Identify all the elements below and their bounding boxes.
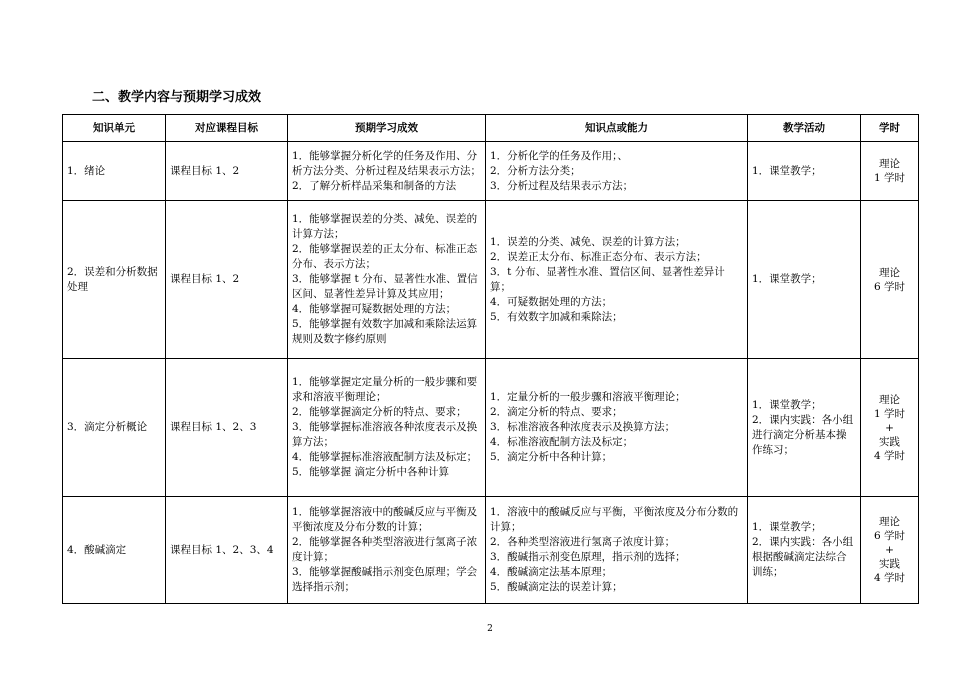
activities-cell bbox=[748, 201, 861, 359]
goal-cell: 课程目标 1、2 bbox=[166, 201, 288, 359]
point-item: 2．滴定分析的特点、要求； bbox=[490, 406, 623, 418]
point-item: 5．酸碱滴定法的误差计算； bbox=[490, 581, 623, 593]
point-item: 3．酸碱指示剂变色原理，指示剂的选择； bbox=[490, 551, 686, 563]
hours-cell bbox=[861, 142, 919, 201]
outcome-item: 3．能够掌握 t 分布、显著性水准、置信区间、显著性差异计算及其应用； bbox=[292, 273, 478, 300]
activity-item: 1．课堂教学； bbox=[752, 273, 822, 285]
points-cell bbox=[486, 497, 748, 604]
column-header: 对应课程目标 bbox=[166, 115, 288, 142]
point-item: 3．标准溶液各种浓度表示及换算方法； bbox=[490, 421, 676, 433]
unit-cell: 4．酸碱滴定 bbox=[63, 497, 166, 604]
section-heading: 二、教学内容与预期学习成效 bbox=[92, 90, 262, 105]
hours-item: 理论 bbox=[879, 158, 900, 170]
points-cell bbox=[486, 359, 748, 497]
table-row bbox=[63, 142, 919, 201]
unit-cell: 3．滴定分析概论 bbox=[63, 359, 166, 497]
teaching-content-table bbox=[62, 114, 919, 604]
point-item: 2．误差正太分布、标准正态分布、表示方法； bbox=[490, 250, 707, 263]
activity-item: 1．课堂教学； bbox=[752, 521, 822, 533]
outcome-item: 2．能够掌握滴定分析的特点、要求； bbox=[292, 406, 467, 418]
outcomes-cell bbox=[288, 497, 486, 604]
outcome-item: 2．了解分析样品采集和制备的方法 bbox=[292, 179, 457, 192]
point-item: 1．定量分析的一般步骤和溶液平衡理论； bbox=[490, 391, 686, 403]
point-item: 3．t 分布、显著性水准、置信区间、显著性差异计算； bbox=[490, 265, 725, 293]
activity-item: 1．课堂教学； bbox=[752, 398, 822, 411]
goal-cell: 课程目标 1、2、3、4 bbox=[166, 497, 288, 604]
hours-item: 实践 bbox=[879, 558, 900, 570]
hours-item: 实践 bbox=[879, 435, 900, 448]
goal-cell: 课程目标 1、2 bbox=[166, 142, 288, 201]
activity-item: 1．课堂教学； bbox=[752, 164, 822, 177]
hours-item: 理论 bbox=[879, 393, 900, 406]
point-item: 1．分析化学的任务及作用；、 bbox=[490, 149, 628, 162]
column-header: 教学活动 bbox=[748, 115, 861, 142]
hours-cell bbox=[861, 497, 919, 604]
hours-item: 理论 bbox=[879, 266, 900, 279]
activities-cell bbox=[748, 359, 861, 497]
column-header: 知识点或能力 bbox=[486, 115, 748, 142]
outcome-item: 3．能够掌握酸碱指示剂变色原理；学会选择指示剂； bbox=[292, 566, 478, 593]
points-cell bbox=[486, 142, 748, 201]
table-row bbox=[63, 201, 919, 359]
activity-item: 2．课内实践：各小组进行滴定分析基本操作练习； bbox=[752, 413, 854, 456]
column-header: 知识单元 bbox=[63, 115, 166, 142]
point-item: 1．溶液中的酸碱反应与平衡，平衡浓度及分布分数的计算； bbox=[490, 506, 739, 533]
outcomes-cell bbox=[288, 142, 486, 201]
activities-cell bbox=[748, 142, 861, 201]
point-item: 5．滴定分析中各种计算； bbox=[490, 451, 613, 463]
point-item: 5．有效数字加减和乘除法； bbox=[490, 310, 623, 323]
point-item: 2．分析方法分类； bbox=[490, 164, 581, 177]
outcome-item: 4．能够掌握标准溶液配制方法及标定； bbox=[292, 451, 478, 463]
outcome-item: 5．能够掌握有效数字加减和乘除法运算规则及数字修约原则 bbox=[292, 318, 478, 345]
point-item: 1．误差的分类、减免、误差的计算方法； bbox=[490, 235, 686, 248]
unit-cell: 2．误差和分析数据处理 bbox=[63, 201, 166, 359]
hours-cell bbox=[861, 359, 919, 497]
outcome-item: 5．能够掌握 滴定分析中各种计算 bbox=[292, 466, 450, 478]
outcome-item: 1．能够掌握定定量分析的一般步骤和要求和溶液平衡理论； bbox=[292, 376, 478, 403]
hours-item: 理论 bbox=[879, 516, 900, 528]
outcome-item: 4．能够掌握可疑数据处理的方法； bbox=[292, 303, 457, 315]
page-number: 2 bbox=[487, 624, 493, 634]
point-item: 3．分析过程及结果表示方法； bbox=[490, 179, 634, 192]
table-row bbox=[63, 359, 919, 497]
point-item: 4．可疑数据处理的方法； bbox=[490, 295, 613, 308]
outcome-item: 1．能够掌握分析化学的任务及作用、分析方法分类、分析过程及结果表示方法； bbox=[292, 149, 481, 177]
table-row bbox=[63, 497, 919, 604]
outcome-item: 3．能够掌握标准溶液各种浓度表示及换算方法； bbox=[292, 421, 478, 448]
point-item: 4．标准溶液配制方法及标定； bbox=[490, 436, 634, 448]
unit-cell: 1．绪论 bbox=[63, 142, 166, 201]
points-cell bbox=[486, 201, 748, 359]
column-header: 学时 bbox=[861, 115, 919, 142]
hours-item: + bbox=[885, 544, 894, 556]
hours-item: 4 学时 bbox=[873, 449, 906, 462]
outcomes-cell bbox=[288, 201, 486, 359]
hours-item: 1 学时 bbox=[873, 172, 906, 184]
hours-item: + bbox=[885, 421, 894, 434]
activities-cell bbox=[748, 497, 861, 604]
hours-item: 6 学时 bbox=[873, 280, 906, 293]
hours-item: 4 学时 bbox=[873, 572, 906, 584]
hours-cell bbox=[861, 201, 919, 359]
table-header-row bbox=[63, 115, 919, 142]
activity-item: 2．课内实践：各小组根据酸碱滴定法综合训练； bbox=[752, 536, 854, 578]
outcome-item: 1．能够掌握溶液中的酸碱反应与平衡及平衡浓度及分布分数的计算； bbox=[292, 506, 478, 533]
outcomes-cell bbox=[288, 359, 486, 497]
point-item: 2．各种类型溶液进行氢离子浓度计算； bbox=[490, 536, 676, 548]
outcome-item: 1．能够掌握误差的分类、减免、误差的计算方法； bbox=[292, 213, 478, 240]
column-header: 预期学习成效 bbox=[288, 115, 486, 142]
point-item: 4．酸碱滴定法基本原理； bbox=[490, 566, 613, 578]
hours-item: 1 学时 bbox=[873, 407, 906, 420]
goal-cell: 课程目标 1、2、3 bbox=[166, 359, 288, 497]
outcome-item: 2．能够掌握误差的正太分布、标准正态分布、表示方法； bbox=[292, 243, 478, 270]
hours-item: 6 学时 bbox=[873, 530, 906, 542]
outcome-item: 2．能够掌握各种类型溶液进行氢离子浓度计算； bbox=[292, 536, 478, 563]
